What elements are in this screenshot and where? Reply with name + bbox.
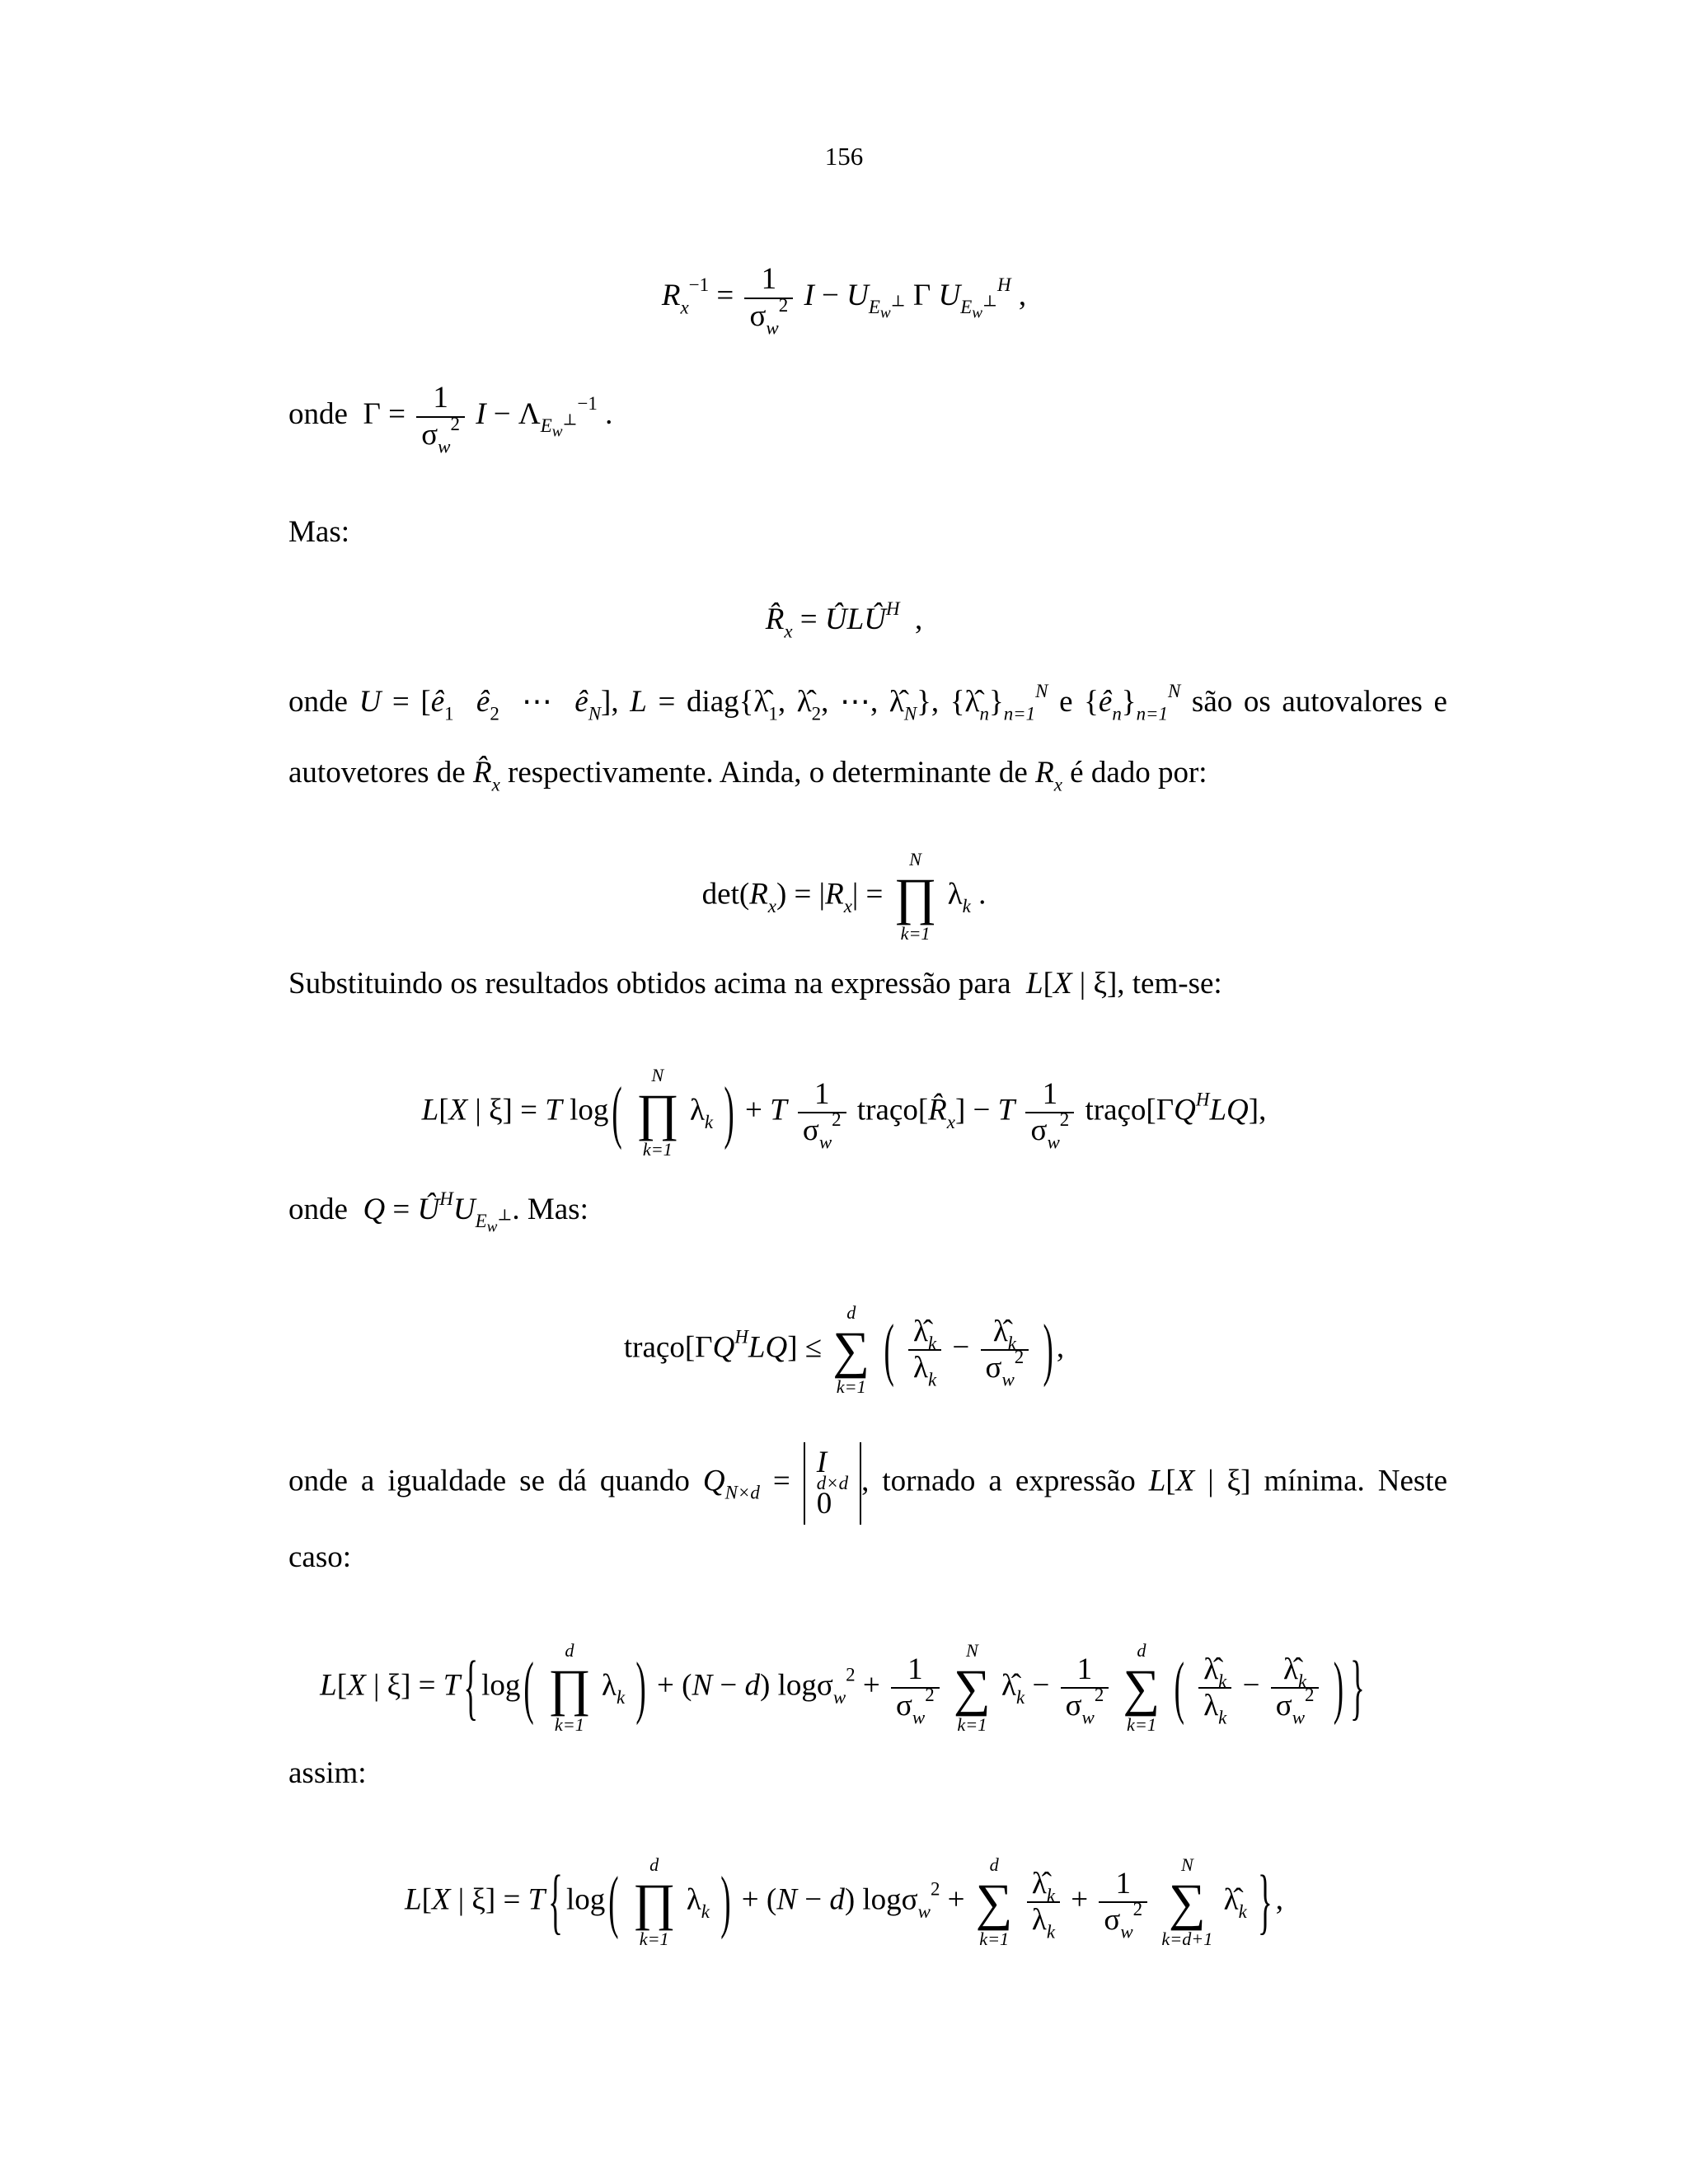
text-onde-q: onde $Q = Û^HU_{E_w^\perp}$. Mas: — [288, 1188, 588, 1236]
page-number: 156 — [824, 142, 864, 171]
equation-rx-hat: $R̂_x$ = $ÛLÛ^H$ , — [765, 598, 923, 642]
text-caso: caso: — [288, 1540, 352, 1574]
equation-traco-inequality: $traço[\Gamma Q^HLQ]$ ≤ d ∑ k=1 ( $\frac{\lambdâ_k}{\lambda_k}$ − $\frac{\lambdâ_k}{\sigma_w^2}$ ) , — [623, 1302, 1065, 1397]
text-onde-u: onde $U = [ê_1$ $ê_2$ ⋯ $ê_N$], $L = diag\{\lambdâ_1$, $\lambdâ_2$, ⋯, $\lambdâ_N$}, $\{\lambdâ_n\}_{n=1}^N$ e $\{ê_n\}_{n=1}^N$ são os autovalores e — [288, 680, 1447, 724]
equation-likelihood-1: L[X | ξ] = T log ( N ∏ k=1 $\lambda_k$ ) + T $\frac{1}{\sigma_w^2}$ $traço[R̂_x] - T$ $\frac{1}{\sigma_w^2}$ $traço[\Gamma Q^HLQ]$, — [421, 1065, 1267, 1160]
equation-likelihood-2: L[X | ξ] = T { log ( d ∏ k=1 $\lambda_k$ ) + (N − d) logσ$_w^2$ + $\frac{1}{\sigma_w^2}$ N ∑ k=1 $\lambdâ_k$ − $\frac{1}{\sigma_w^2}$ d ∑ k=1 ( $\frac{\lambdâ_k}{\lambda_k}$ − $\frac{\lambdâ_k}{\sigma_w^2}$ ) } — [320, 1640, 1365, 1735]
text-autovetores: autovetores de $R̂_x$ respectivamente. Ainda, o determinante de $R_x$ é dado por: — [288, 756, 1207, 795]
equation-det: $\det(R_x) = |R_x|$ = N ∏ k=1 $\lambda_k$ . — [701, 849, 987, 944]
text-mas-1: Mas: — [288, 515, 349, 549]
equation-rx-inverse: $R_x^{-1}$ = $\frac{1}{\sigma_w^2}$ $I - U_{E_w^\perp}$ Γ $U_{E_w^\perp}^H$ , — [661, 262, 1027, 338]
equation-likelihood-3: L[X | ξ] = T { log ( d ∏ k=1 $\lambda_k$ ) + (N − d) logσ$_w^2$ + d ∑ k=1 $\frac{\lambdâ_k}{\lambda_k}$ + $\frac{1}{\sigma_w^2}$ N ∑ k=d+1 $\lambdâ_k$ } , — [404, 1854, 1284, 1949]
text-igualdade: onde a igualdade se dá quando $Q_{N\times d}$ = I d×d 0 , tornado a expressão L[X | ξ] mínima. Neste — [288, 1442, 1447, 1525]
text-assim: assim: — [288, 1756, 367, 1790]
text-substituindo: Substituindo os resultados obtidos acima na expressão para L[X | ξ], tem-se: — [288, 967, 1222, 1001]
text-onde-gamma: onde Γ = $\frac{1}{\sigma_w^2}$ $I - \Lambda_{E_w^\perp}^{-1}$ . — [288, 381, 613, 457]
